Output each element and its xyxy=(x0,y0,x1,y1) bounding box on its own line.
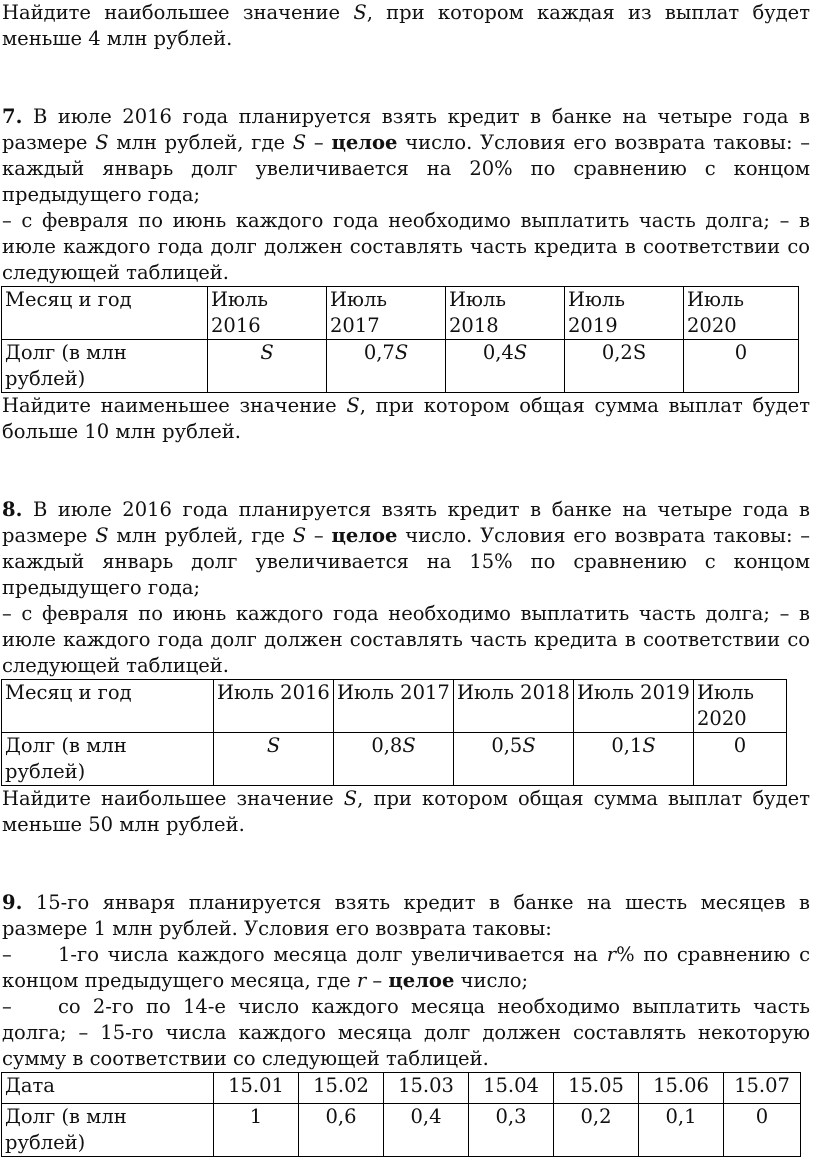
table-cell xyxy=(334,733,454,786)
condition-text-b: % по сравнению с концом предыдущего месяца, где xyxy=(2,943,810,992)
cell-num: 0,8 xyxy=(371,734,403,757)
problem8-var: S xyxy=(95,524,109,547)
problem9-table xyxy=(1,1072,801,1157)
cell-var: S xyxy=(513,341,528,364)
table-cell: 15.04 xyxy=(469,1073,554,1104)
problem9-number: 9. xyxy=(2,891,23,914)
spacer xyxy=(0,52,816,104)
table-cell: Июль 2018 xyxy=(446,287,565,340)
problem7-question xyxy=(2,393,810,445)
table-cell: Месяц и год xyxy=(2,680,214,733)
condition-text-d: число; xyxy=(460,969,529,992)
cell-var: S xyxy=(642,734,656,757)
table-cell: Месяц и год xyxy=(2,287,208,340)
table-cell: Долг (в млн рублей) xyxy=(2,733,214,786)
cell-num: 0,1 xyxy=(611,734,643,757)
table-cell: Июль 2020 xyxy=(684,287,799,340)
cell-var: S xyxy=(394,341,409,364)
problem7-dash: – xyxy=(313,131,324,154)
problem9-condition1 xyxy=(2,942,810,994)
condition-text-a: 1-го числа каждого месяца долг увеличивается на xyxy=(58,943,599,966)
problem8-text-c: число. Условия его возврата таковы: – каждый январь долг увеличивается на 15% по сравнению с концом предыдущего года; xyxy=(2,524,811,599)
condition-tseloe: целое xyxy=(388,969,455,992)
problem7-paragraph2: – с февраля по июнь каждого года необходимо выплатить часть долга; – в июле каждого года долг должен составлять часть кредита в соответствии со следующей таблицей. xyxy=(2,209,810,284)
table-cell: 15.06 xyxy=(639,1073,724,1104)
cell-num: 0,2S xyxy=(601,341,647,364)
table-cell: Дата xyxy=(2,1073,214,1104)
table-cell xyxy=(327,340,446,393)
question-var: S xyxy=(343,787,358,810)
spacer xyxy=(0,445,816,497)
question-text-end: , при котором общая сумма выплат будет меньше 50 млн рублей. xyxy=(2,787,810,836)
table-cell: Июль 2019 xyxy=(565,287,684,340)
table-cell: Долг (в млн рублей) xyxy=(2,1104,214,1157)
table-cell: Июль 2017 xyxy=(327,287,446,340)
question-text: Найдите наибольшее значение xyxy=(2,787,334,810)
table-cell: Июль 2019 xyxy=(574,680,694,733)
table-cell: Июль 2020 xyxy=(694,680,787,733)
problem7-text-b: млн рублей, где xyxy=(116,131,286,154)
problem8-text-a: В июле 2016 года планируется взять кредит в банке на четыре года в размере xyxy=(2,498,811,547)
question-var: S xyxy=(346,394,360,417)
table-cell: Июль 2016 xyxy=(214,680,334,733)
table-row xyxy=(2,680,787,733)
problem9-text: 15-го января планируется взять кредит в банке на шесть месяцев в размере 1 млн рублей. Условия его возврата таковы: xyxy=(2,891,810,940)
problem7-number: 7. xyxy=(2,105,23,128)
cell-num: 0,4 xyxy=(482,341,514,364)
table-cell: 0,2 xyxy=(554,1104,639,1157)
cell-num: 0,7 xyxy=(363,341,395,364)
table-cell: Долг (в млн рублей) xyxy=(2,340,208,393)
table-row xyxy=(2,733,787,786)
table-cell: 0,1 xyxy=(639,1104,724,1157)
table-cell xyxy=(446,340,565,393)
intro-paragraph xyxy=(2,0,810,52)
intro-text: Найдите наибольшее значение xyxy=(2,1,341,24)
table-cell xyxy=(694,733,787,786)
table-row xyxy=(2,287,799,340)
table-cell: 15.05 xyxy=(554,1073,639,1104)
problem8-dash: – xyxy=(313,524,324,547)
cell-num: 0 xyxy=(734,341,748,364)
table-row xyxy=(2,1104,801,1157)
problem7-table xyxy=(1,286,799,393)
problem8-var-2: S xyxy=(292,524,307,547)
table-cell: 15.02 xyxy=(299,1073,384,1104)
question-text: Найдите наименьшее значение xyxy=(2,394,337,417)
problem8-tseloe: целое xyxy=(331,524,398,547)
table-cell xyxy=(565,340,684,393)
condition-dash: – xyxy=(2,943,12,966)
table-row xyxy=(2,340,799,393)
cell-var: S xyxy=(402,734,416,757)
condition-var-r-2: r xyxy=(356,969,367,992)
problem7-var: S xyxy=(95,131,109,154)
cell-num: 0 xyxy=(733,734,747,757)
table-cell: 15.03 xyxy=(384,1073,469,1104)
table-cell: Июль 2016 xyxy=(208,287,327,340)
table-cell: Июль 2018 xyxy=(454,680,574,733)
problem7-paragraph1 xyxy=(2,104,810,208)
table-cell: 0,3 xyxy=(469,1104,554,1157)
condition-dash-inline: – xyxy=(372,969,383,992)
question-text-end: , при котором общая сумма выплат будет больше 10 млн рублей. xyxy=(2,394,810,443)
problem8-paragraph1 xyxy=(2,497,810,601)
problem7-text-a: В июле 2016 года планируется взять кредит в банке на четыре года в размере xyxy=(2,105,811,154)
problem9-condition2 xyxy=(2,994,810,1072)
problem7-var-2: S xyxy=(292,131,307,154)
table-cell xyxy=(208,340,327,393)
cell-num: 0,5 xyxy=(491,734,523,757)
problem8-text-b: млн рублей, где xyxy=(116,524,286,547)
cell-var: S xyxy=(260,341,274,364)
problem7-tseloe: целое xyxy=(331,131,398,154)
table-cell xyxy=(574,733,694,786)
intro-text-end: , при котором каждая из выплат будет меньше 4 млн рублей. xyxy=(2,1,810,50)
table-cell xyxy=(454,733,574,786)
table-cell: 15.01 xyxy=(214,1073,299,1104)
cell-var: S xyxy=(522,734,536,757)
problem8-number: 8. xyxy=(2,498,23,521)
intro-var: S xyxy=(353,1,367,24)
table-cell: 0,6 xyxy=(299,1104,384,1157)
condition-dash: – xyxy=(2,995,12,1018)
table-cell: 1 xyxy=(214,1104,299,1157)
problem8-question xyxy=(2,786,810,838)
table-row xyxy=(2,1073,801,1104)
table-cell xyxy=(214,733,334,786)
table-cell: 0,4 xyxy=(384,1104,469,1157)
table-cell: Июль 2017 xyxy=(334,680,454,733)
table-cell: 15.07 xyxy=(724,1073,801,1104)
condition-text: со 2-го по 14-е число каждого месяца необходимо выплатить часть долга; – 15-го числа каждого месяца долг должен составлять некоторую сумму в соответствии со следующей таблицей. xyxy=(2,995,810,1070)
problem8-paragraph2: – с февраля по июнь каждого года необходимо выплатить часть долга; – в июле каждого года долг должен составлять часть кредита в соответствии со следующей таблицей. xyxy=(2,602,810,677)
cell-var: S xyxy=(266,734,281,757)
table-cell xyxy=(684,340,799,393)
table-cell: 0 xyxy=(724,1104,801,1157)
problem8-table xyxy=(1,679,787,786)
problem7-text-c: число. Условия его возврата таковы: – каждый январь долг увеличивается на 20% по сравнению с концом предыдущего года; xyxy=(2,131,811,206)
condition-var-r: r xyxy=(606,943,617,966)
problem9-paragraph1 xyxy=(2,890,810,942)
spacer xyxy=(0,838,816,890)
